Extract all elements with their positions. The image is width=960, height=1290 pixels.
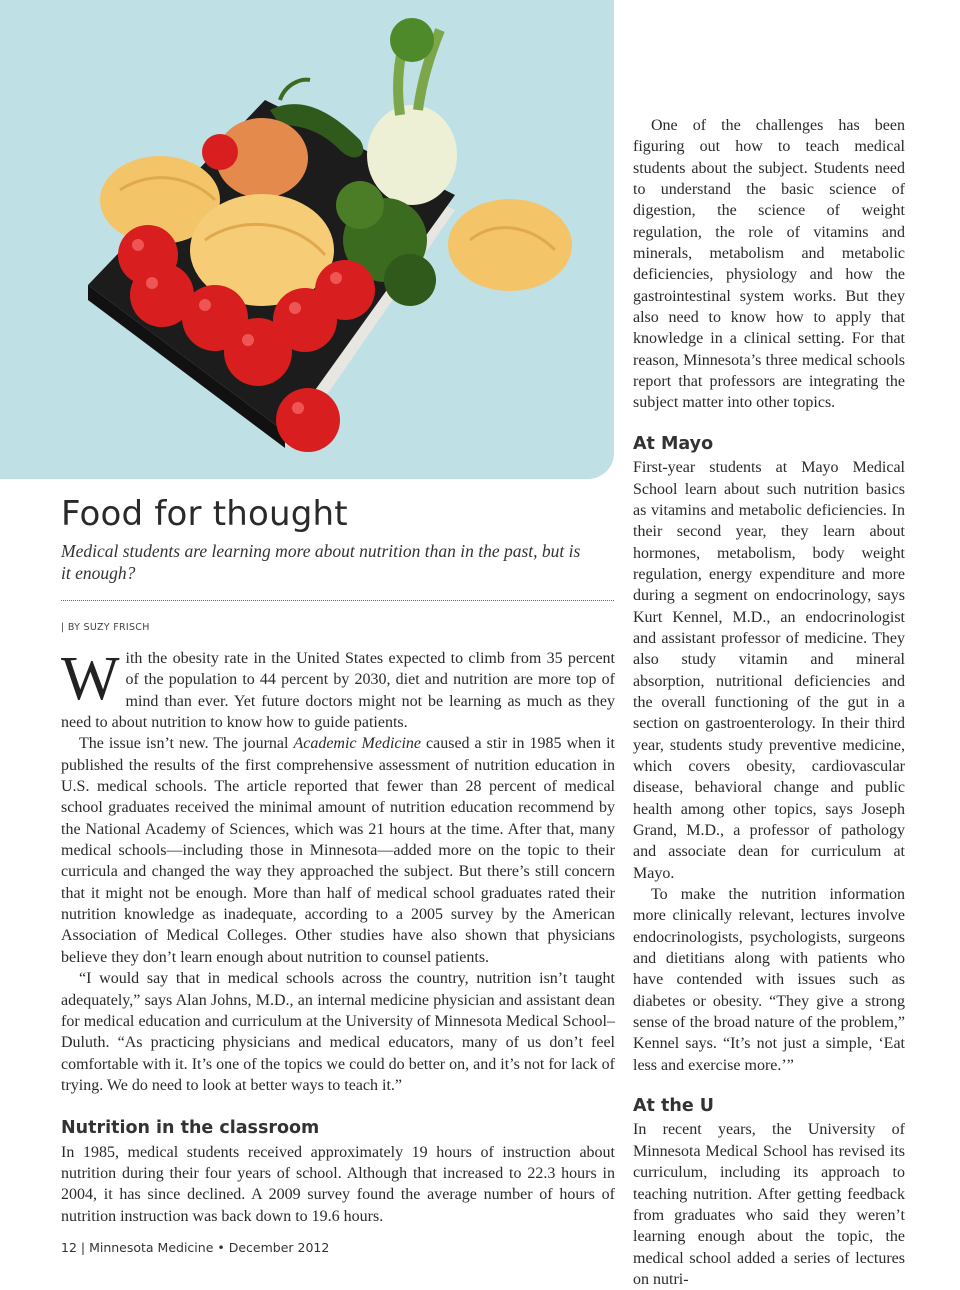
page-footer: 12 | Minnesota Medicine • December 2012	[61, 1240, 330, 1255]
food-on-book-illustration	[0, 0, 614, 479]
right-column	[633, 115, 905, 1290]
subhead: Nutrition in the classroom	[61, 1118, 320, 1139]
journal-title: Academic Medicine	[293, 735, 422, 753]
paragraph-text: ith the obesity rate in the United States expected to climb from 35 percent of the population to 44 percent by 2030, diet and nutrition are more top of mind than ever. Yet future doctors might not be learning as much as they need to about nutrition to know how to guide patients.	[61, 650, 615, 732]
dotted-divider	[61, 600, 614, 601]
paragraph	[61, 733, 615, 968]
paragraph: First-year students at Mayo Medical School learn about such nutrition basics as vitamins and metabolic deficiencies. In their second year, they learn about hormones, metabolism, body weight regulation, energy expenditure and more during a segment on endocrinology, says Kurt Kennel, M.D., an endocrinologist and assistant professor of medicine. They also study vitamin and mineral absorption, nutritional deficiencies and the overall functioning of the gut in a section on gastroenterology. In their third year, students study preventive medicine, which covers obesity, cardiovascular disease, behavioral change and public health among other topics, says Joseph Grand, M.D., a professor of pathology and associate dean for curriculum at Mayo.	[633, 459, 905, 882]
article-title: Food for thought	[61, 494, 348, 534]
left-column	[61, 645, 615, 1227]
hero-photo	[0, 0, 614, 479]
subhead: At Mayo	[633, 433, 714, 454]
paragraph	[61, 645, 615, 733]
paragraph: “I would say that in medical schools across the country, nutrition isn’t taught adequately,” says Alan Johns, M.D., an internal medicine physician and assistant dean for medical education and curriculum at the University of Minnesota Medical School–Duluth. “As practicing physicians and medical educators, many of us don’t feel comfortable with it. It’s one of the topics we could do better on, and it’s not for lack of trying. We do need to look at better ways to teach it.”	[61, 970, 615, 1094]
subhead: At the U	[633, 1096, 714, 1117]
paragraph: In 1985, medical students received approximately 19 hours of instruction about nutrition during their four years of school. Although that increased to 22.3 hours in 2004, it has since declined. A 2009 survey found the average number of hours of nutrition instruction was back down to 19.6 hours.	[61, 1143, 615, 1225]
paragraph-text: The issue isn’t new. The journal	[79, 735, 294, 753]
paragraph: To make the nutrition information more clinically relevant, lectures involve endocrinologists, psychologists, surgeons and dietitians along with patients who have contended with issues such as diabetes or obesity. “They give a strong sense of the broad nature of the problem,” Kennel says. “It’s not just a simple, ‘Eat less and exercise more.’”	[633, 886, 905, 1074]
article-deck: Medical students are learning more about nutrition than in the past, but is it enough?	[61, 541, 581, 583]
drop-cap: W	[61, 645, 120, 713]
byline: | BY SUZY FRISCH	[61, 622, 150, 633]
paragraph-text: caused a stir in 1985 when it published the results of the first comprehensive assessment of nutrition education in U.S. medical schools. The article reported that fewer than 28 percent of medical school graduates received the minimal amount of nutrition education recommend by the National Academy of Sciences, which was 21 hours at the time. After that, many medical schools—including those in Minnesota—added more on the topic to their curricula and changed the way they approached the subject. But there’s still concern that it might not be enough. More than half of medical school graduates rated their nutrition knowledge as inadequate, according to a 2005 survey by the American Association of Medical Colleges. Other studies have also shown that physicians believe they don’t learn enough about nutrition to counsel patients.	[61, 735, 615, 966]
paragraph: In recent years, the University of Minnesota Medical School has revised its curriculum, including its approach to teaching nutrition. After getting feedback from graduates who said they weren’t learning enough about the topic, the medical school added a series of lectures on nutri-	[633, 1121, 905, 1288]
paragraph: One of the challenges has been figuring out how to teach medical students about the subject. Students need to understand the basic science of digestion, the science of weight regulation, the role of vitamins and minerals, metabolism and metabolic deficiencies, physiology and how the gastrointestinal system works. But they also need to know how to apply that knowledge in a clinical setting. For that reason, Minnesota’s three medical schools report that professors are integrating the subject matter into other topics.	[633, 117, 905, 412]
fennel-bulb	[367, 105, 457, 205]
